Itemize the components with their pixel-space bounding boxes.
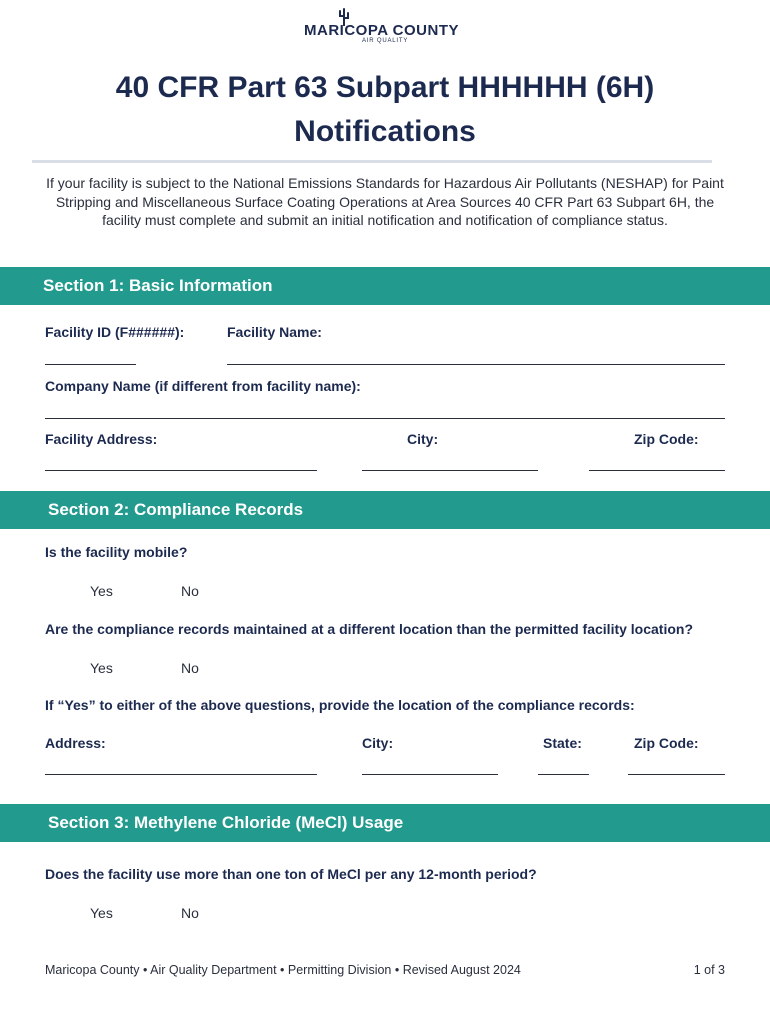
records-no-option[interactable]: No bbox=[181, 660, 199, 676]
mecl-no-option[interactable]: No bbox=[181, 905, 199, 921]
mecl-yes-option[interactable]: Yes bbox=[90, 905, 113, 921]
mobile-no-option[interactable]: No bbox=[181, 583, 199, 599]
company-name-label: Company Name (if different from facility name): bbox=[45, 378, 361, 394]
records-address-field[interactable] bbox=[45, 774, 317, 775]
logo-subtitle: AIR QUALITY bbox=[362, 38, 409, 44]
page-number: 1 of 3 bbox=[693, 963, 725, 977]
section-1-header: Section 1: Basic Information bbox=[0, 267, 770, 305]
title-line-1: 40 CFR Part 63 Subpart HHHHHH (6H) bbox=[115, 71, 655, 104]
facility-id-label: Facility ID (F######): bbox=[45, 324, 185, 340]
intro-paragraph: If your facility is subject to the National Emissions Standards for Hazardous Air Pollutants (NESHAP) for Paint Stripping and Miscellaneous Surface Coating Operations at Area Sources 40 CFR Part 63 Subpart 6H, the facility must complete and submit an initial notification and notification of compliance status. bbox=[46, 175, 724, 228]
logo-name: MARICOPA COUNTY bbox=[304, 22, 459, 39]
mobile-question: Is the facility mobile? bbox=[45, 544, 188, 560]
company-name-field[interactable] bbox=[45, 418, 725, 419]
mobile-yes-option[interactable]: Yes bbox=[90, 583, 113, 599]
records-address-label: Address: bbox=[45, 735, 106, 751]
section-2-header: Section 2: Compliance Records bbox=[0, 491, 770, 529]
records-city-label: City: bbox=[362, 735, 394, 751]
records-zip-label: Zip Code: bbox=[634, 735, 699, 751]
facility-name-field[interactable] bbox=[227, 364, 725, 365]
page-title bbox=[0, 66, 770, 154]
facility-id-field[interactable] bbox=[45, 364, 136, 365]
facility-name-label: Facility Name: bbox=[227, 324, 322, 340]
facility-zip-label: Zip Code: bbox=[634, 431, 699, 447]
maricopa-county-logo bbox=[300, 6, 470, 46]
records-location-instruction: If “Yes” to either of the above questions, provide the location of the compliance records: bbox=[45, 697, 635, 713]
section-3-header: Section 3: Methylene Chloride (MeCl) Usage bbox=[0, 804, 770, 842]
title-line-2: Notifications bbox=[294, 115, 476, 148]
records-yes-option[interactable]: Yes bbox=[90, 660, 113, 676]
title-divider bbox=[32, 160, 712, 163]
facility-zip-field[interactable] bbox=[589, 470, 725, 471]
records-city-field[interactable] bbox=[362, 774, 498, 775]
mecl-question: Does the facility use more than one ton of MeCl per any 12-month period? bbox=[45, 866, 537, 882]
footer-text: Maricopa County • Air Quality Department • Permitting Division • Revised August 2024 bbox=[45, 963, 521, 977]
records-location-question: Are the compliance records maintained at a different location than the permitted facility location? bbox=[45, 621, 694, 637]
facility-address-label: Facility Address: bbox=[45, 431, 158, 447]
records-zip-field[interactable] bbox=[628, 774, 725, 775]
facility-address-field[interactable] bbox=[45, 470, 317, 471]
records-state-field[interactable] bbox=[538, 774, 589, 775]
facility-city-label: City: bbox=[407, 431, 439, 447]
facility-city-field[interactable] bbox=[362, 470, 538, 471]
records-state-label: State: bbox=[543, 735, 582, 751]
